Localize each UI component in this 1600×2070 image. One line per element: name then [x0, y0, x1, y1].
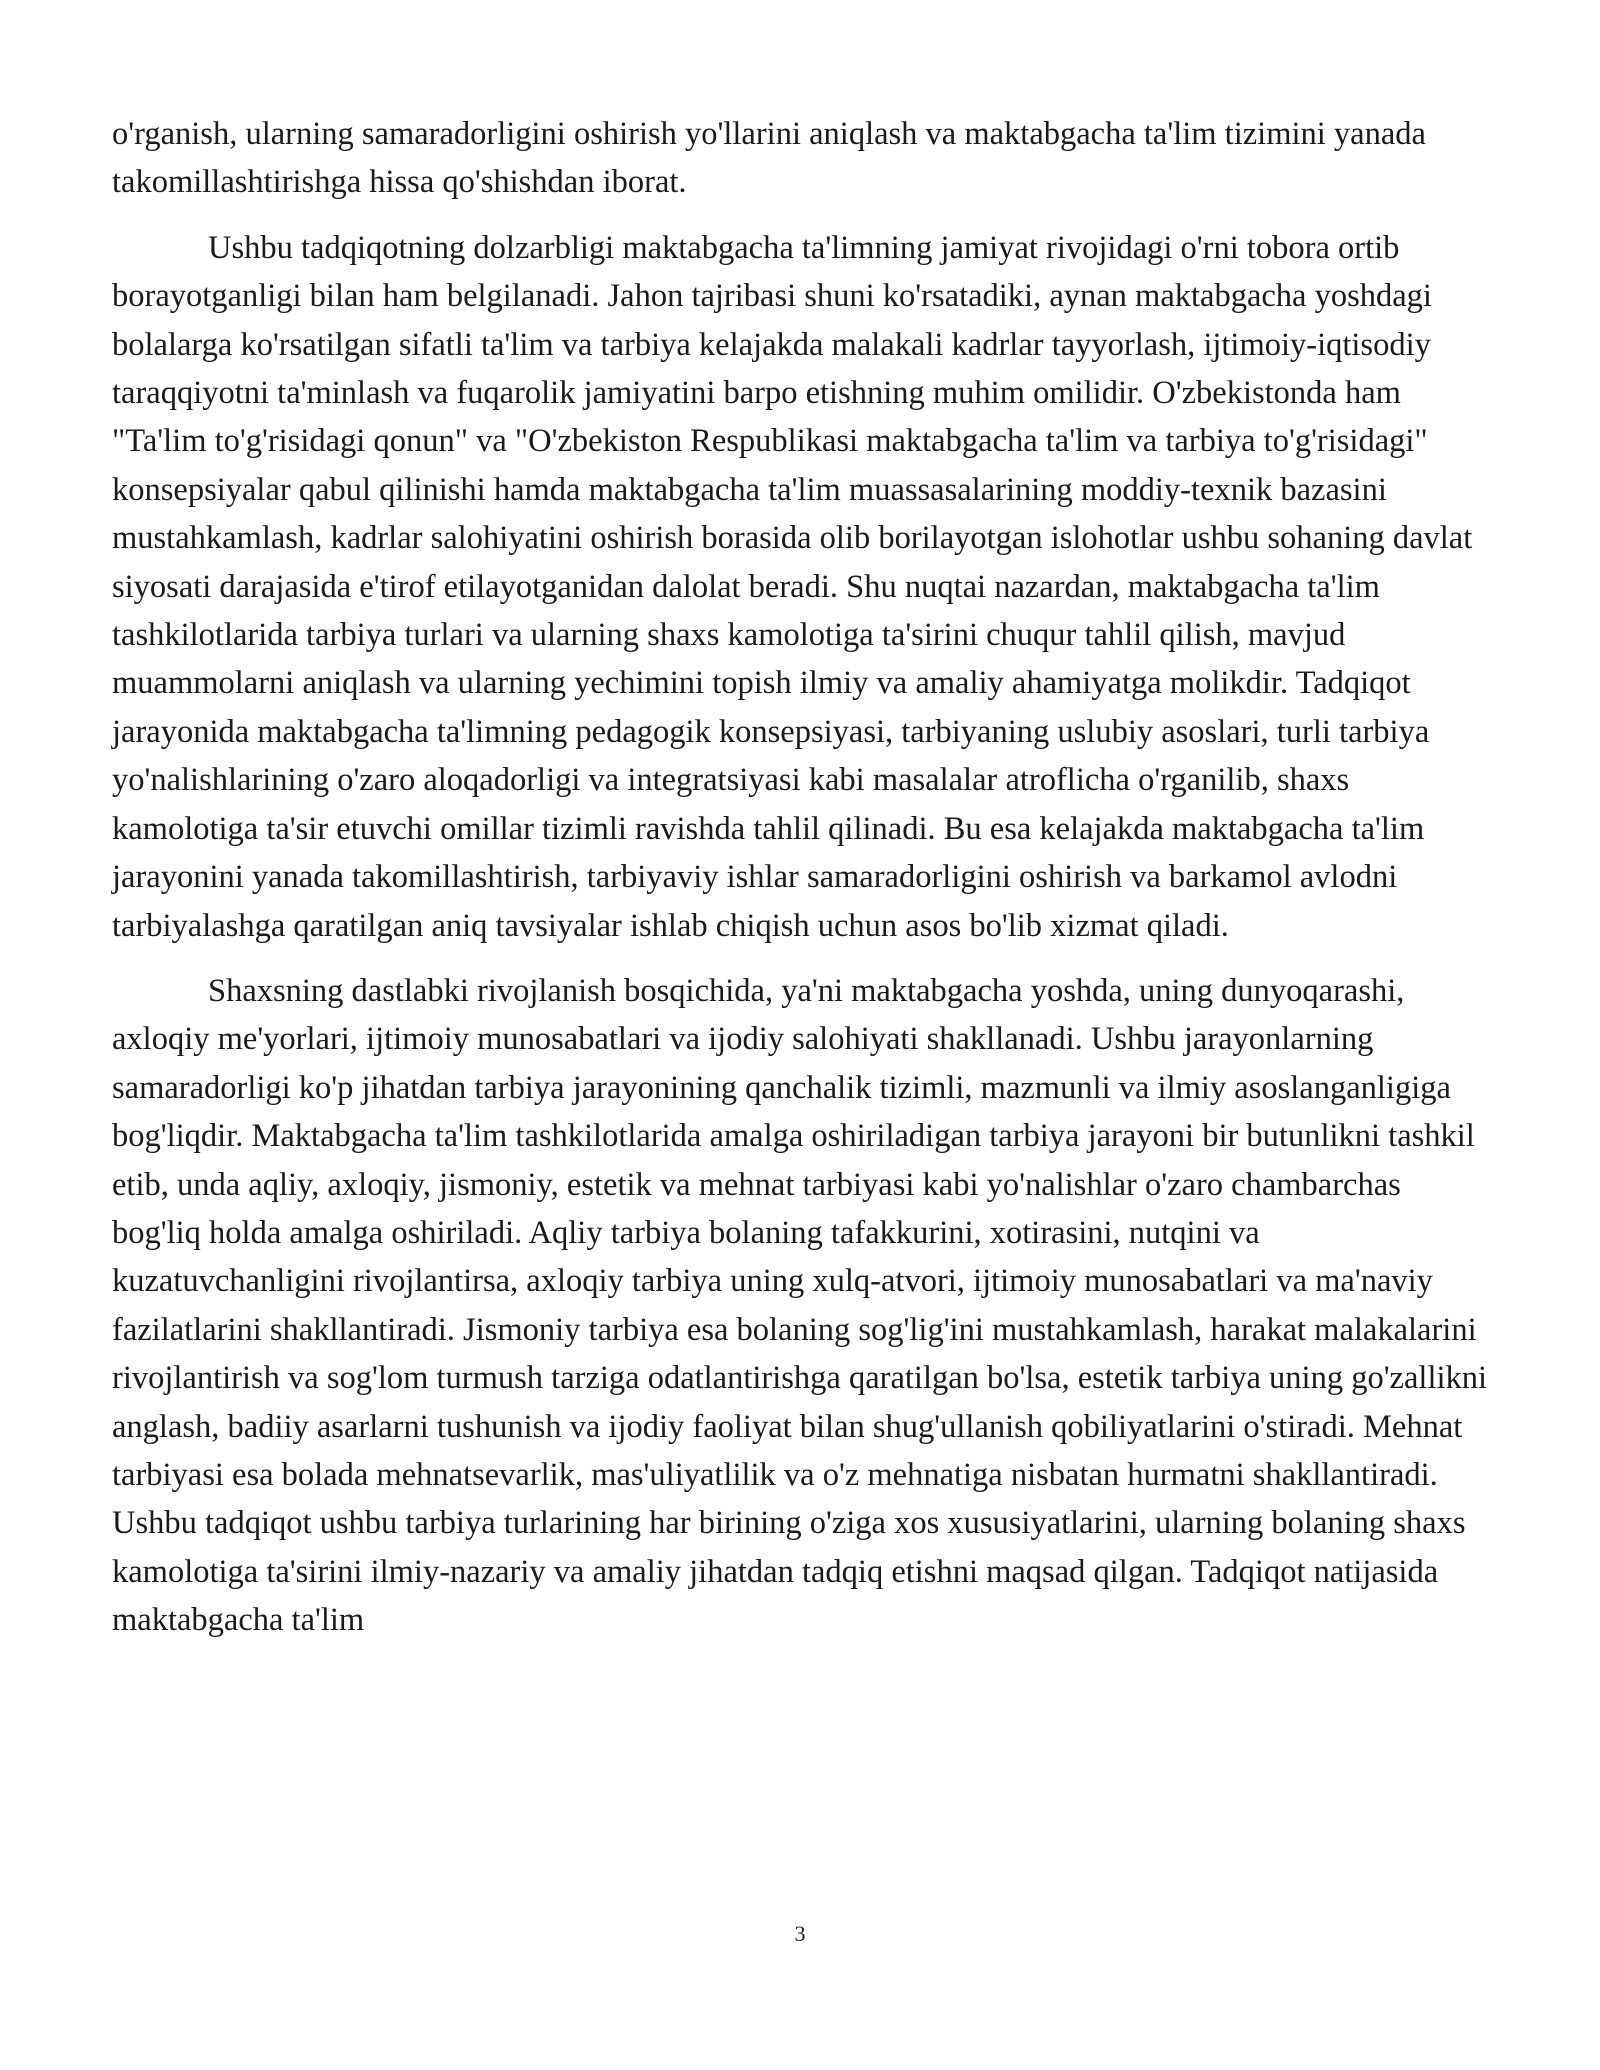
paragraph-personality-development: Shaxsning dastlabki rivojlanish bosqichida, ya'ni maktabgacha yoshda, uning dunyoqarashi, axloqiy me'yorlari, ijtimoiy munosabatlari va ijodiy salohiyati shakllanadi. Ushbu jarayonlarning samaradorligi ko'p jihatdan tarbiya jarayonining qanchalik tizimli, mazmunli va ilmiy asoslanganligiga bog'liqdir. Maktabgacha ta'lim tashkilotlarida amalga oshiriladigan tarbiya jarayoni bir butunlikni tashkil etib, unda aqliy, axloqiy, jismoniy, estetik va mehnat tarbiyasi kabi yo'nalishlar o'zaro chambarchas bog'liq holda amalga oshiriladi. Aqliy tarbiya bolaning tafakkurini, xotirasini, nutqini va kuzatuvchanligini rivojlantirsa, axloqiy tarbiya uning xulq-atvori, ijtimoiy munosabatlari va ma'naviy fazilatlarini shakllantiradi. Jismoniy tarbiya esa bolaning sog'lig'ini mustahkamlash, harakat malakalarini rivojlantirish va sog'lom turmush tarziga odatlantirishga qaratilgan bo'lsa, estetik tarbiya uning go'zallikni anglash, badiiy asarlarni tushunish va ijodiy faoliyat bilan shug'ullanish qobiliyatlarini o'stiradi. Mehnat tarbiyasi esa bolada mehnatsevarlik, mas'uliyatlilik va o'z mehnatiga nisbatan hurmatni shakllantiradi. Ushbu tadqiqot ushbu tarbiya turlarining har birining o'ziga xos xususiyatlarini, ularning bolaning shaxs kamolotiga ta'sirini ilmiy-nazariy va amaliy jihatdan tadqiq etishni maqsad qilgan. Tadqiqot natijasida maktabgacha ta'lim — [112, 972, 1488, 1639]
paragraph-continuation: o'rganish, ularning samaradorligini oshirish yo'llarini aniqlash va maktabgacha ta'lim tizimini yanada takomillashtirishga hissa qo'shishdan iborat. — [112, 116, 1426, 201]
paragraph-relevance: Ushbu tadqiqotning dolzarbligi maktabgacha ta'limning jamiyat rivojidagi o'rni tobora ortib borayotganligi bilan ham belgilanadi. Jahon tajribasi shuni ko'rsatadiki, aynan maktabgacha yoshdagi bolalarga ko'rsatilgan sifatli ta'lim va tarbiya kelajakda malakali kadrlar tayyorlash, ijtimoiy-iqtisodiy taraqqiyotni ta'minlash va fuqarolik jamiyatini barpo etishning muhim omilidir. O'zbekistonda ham "Ta'lim to'g'risidagi qonun" va "O'zbekiston Respublikasi maktabgacha ta'lim va tarbiya to'g'risidagi" konsepsiyalar qabul qilinishi hamda maktabgacha ta'lim muassasalarining moddiy-texnik bazasini mustahkamlash, kadrlar salohiyatini oshirish borasida olib borilayotgan islohotlar ushbu sohaning davlat siyosati darajasida e'tirof etilayotganidan dalolat beradi. Shu nuqtai nazardan, maktabgacha ta'lim tashkilotlarida tarbiya turlari va ularning shaxs kamolotiga ta'sirini chuqur tahlil qilish, mavjud muammolarni aniqlash va ularning yechimini topish ilmiy va amaliy ahamiyatga molikdir. Tadqiqot jarayonida maktabgacha ta'limning pedagogik konsepsiyasi, tarbiyaning uslubiy asoslari, turli tarbiya yo'nalishlarining o'zaro aloqadorligi va integratsiyasi kabi masalalar atroflicha o'rganilib, shaxs kamolotiga ta'sir etuvchi omillar tizimli ravishda tahlil qilinadi. Bu esa kelajakda maktabgacha ta'lim jarayonini yanada takomillashtirish, tarbiyaviy ishlar samaradorligini oshirish va barkamol avlodni tarbiyalashga qaratilgan aniq tavsiyalar ishlab chiqish uchun asos bo'lib xizmat qiladi. — [112, 229, 1473, 944]
page-body — [112, 110, 1492, 1645]
page-number: 3 — [794, 1921, 806, 1946]
